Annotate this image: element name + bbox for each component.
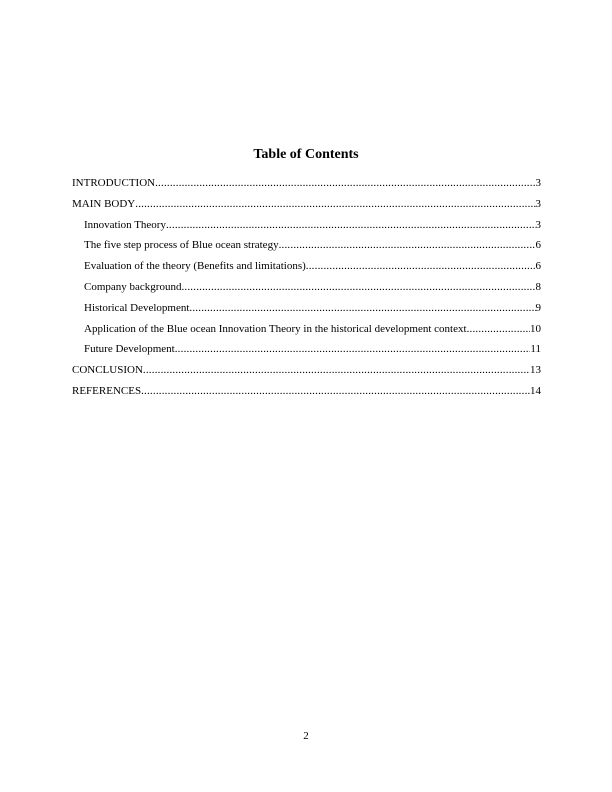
toc-entry-label: Evaluation of the theory (Benefits and limitations) — [84, 260, 306, 273]
toc-entry-label: Historical Development — [84, 301, 190, 314]
toc-entry-page: 9 — [535, 301, 541, 314]
toc-dot-leader — [175, 341, 531, 357]
toc-entry-label: The five step process of Blue ocean strategy — [84, 239, 279, 252]
toc-dot-leader — [189, 300, 535, 316]
toc-entry-introduction[interactable] — [72, 175, 541, 196]
toc-entry-page: 10 — [530, 322, 541, 335]
toc-entry-label: INTRODUCTION — [72, 177, 156, 189]
toc-dot-leader — [467, 321, 530, 337]
toc-entry-label: Innovation Theory — [84, 218, 166, 231]
toc-dot-leader — [181, 279, 535, 295]
toc-entry-innovation-theory[interactable] — [72, 217, 541, 238]
toc-entry-label: CONCLUSION — [72, 364, 143, 377]
toc-entry-five-step-process[interactable] — [72, 237, 541, 258]
toc-entry-page: 3 — [535, 197, 541, 210]
toc-entry-page: 8 — [535, 280, 541, 293]
toc-entry-page: 6 — [535, 239, 541, 252]
toc-dot-leader — [166, 217, 536, 233]
toc-entry-label: Application of the Blue ocean Innovation Theory in the historical development context — [84, 322, 467, 335]
toc-entry-label: REFERENCES — [72, 384, 142, 397]
toc-dot-leader — [143, 362, 530, 378]
toc-entry-page: 11 — [530, 343, 541, 356]
toc-entry-page: 14 — [530, 384, 541, 397]
toc-list — [72, 175, 541, 404]
page-number: 2 — [303, 730, 309, 742]
toc-entry-future-development[interactable] — [72, 341, 541, 362]
toc-dot-leader — [279, 237, 536, 253]
toc-entry-label: Future Development — [84, 343, 175, 356]
toc-entry-company-background[interactable] — [72, 279, 541, 300]
toc-entry-page: 3 — [535, 218, 541, 231]
toc-entry-historical-development[interactable] — [72, 300, 541, 321]
toc-dot-leader — [155, 175, 535, 191]
toc-dot-leader — [141, 383, 530, 399]
toc-dot-leader — [135, 196, 535, 212]
toc-entry-label: MAIN BODY — [72, 197, 136, 210]
toc-entry-conclusion[interactable] — [72, 362, 541, 383]
toc-entry-application[interactable] — [72, 321, 541, 342]
toc-entry-page: 3 — [535, 177, 541, 189]
toc-entry-main-body[interactable] — [72, 196, 541, 217]
toc-entry-label: Company background — [84, 280, 182, 293]
toc-entry-references[interactable] — [72, 383, 541, 404]
toc-entry-evaluation[interactable] — [72, 258, 541, 279]
toc-entry-page: 13 — [530, 364, 541, 377]
toc-dot-leader — [306, 258, 536, 274]
toc-title: Table of Contents — [253, 147, 359, 162]
toc-entry-page: 6 — [535, 260, 541, 273]
